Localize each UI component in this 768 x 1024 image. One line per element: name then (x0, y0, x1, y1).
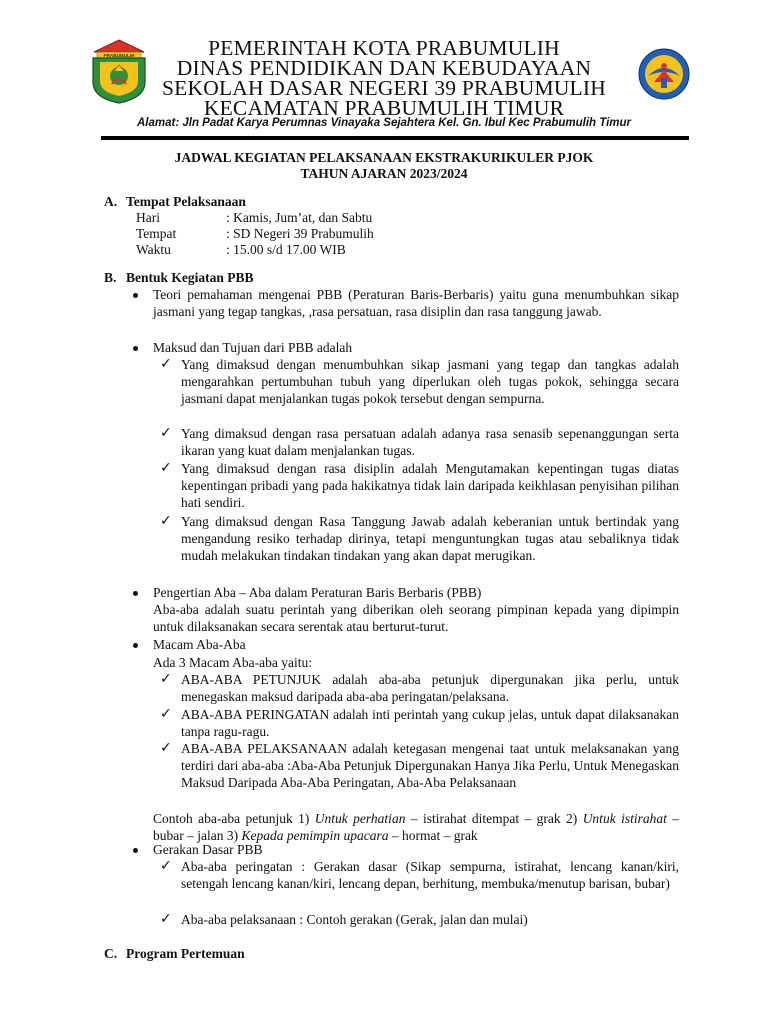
letterhead-line-1: PEMERINTAH KOTA PRABUMULIH (208, 36, 560, 60)
contoh-italic-2: Untuk istirahat (582, 811, 667, 826)
section-b-heading (104, 270, 254, 287)
section-c-letter: C. (104, 946, 118, 961)
title-line-1: JADWAL KEGIATAN PELAKSANAAN EKSTRAKURIKULER PJOK (174, 150, 594, 165)
bullet-dot (133, 346, 138, 351)
bullet-dot (133, 591, 138, 596)
info-value: : SD Negeri 39 Prabumulih (226, 226, 374, 241)
teori-paragraph: Teori pemahaman mengenai PBB (Peraturan Baris-Berbaris) yaitu guna menumbuhkan sikap jasmani yang tegap tangkas, ,rasa persatuan, rasa disiplin dan rasa tanggung jawab. (153, 287, 679, 319)
pengertian-text: Aba-aba adalah suatu perintah yang diberikan oleh seorang pimpinan kepada yang dipimpin untuk dilaksanakan secara serentak atau berturut-turut. (153, 602, 679, 634)
contoh-part-3: – bubar – jalan 3) (153, 811, 679, 843)
checkmark-icon: ✓ (160, 425, 172, 441)
contoh-part-4: – hormat – grak (388, 828, 478, 843)
section-a-letter: A. (104, 194, 118, 209)
title-line-2: TAHUN AJARAN 2023/2024 (300, 166, 468, 181)
contoh-part-2: – istirahat ditempat – grak 2) (405, 811, 583, 826)
gerakan-item-1: Aba-aba peringatan : Gerakan dasar (Sikap sempurna, istirahat, lencang kanan/kiri, setengah lencang kanan/kiri, lencang depan, berhitung, membuka/menutup barisan, bubar) (181, 859, 679, 891)
checkmark-icon: ✓ (160, 911, 172, 927)
letterhead (0, 38, 768, 118)
checkmark-icon: ✓ (160, 460, 172, 476)
letterhead-line-4: KECAMATAN PRABUMULIH TIMUR (203, 96, 565, 120)
maksud-item-4: Yang dimaksud dengan Rasa Tanggung Jawab adalah keberanian untuk bertindak yang mengandung resiko terhadap dirinya, tetapi menguntungkan tugas atau sebaliknya tidak mudah melakukan tindakan tindakan yang akan dapat merugikan. (181, 514, 679, 563)
info-row-hari (136, 210, 536, 226)
checkmark-icon: ✓ (160, 671, 172, 687)
bullet-dot (133, 643, 138, 648)
checkmark-icon: ✓ (160, 706, 172, 722)
info-row-tempat (136, 226, 536, 242)
letterhead-divider (101, 136, 689, 140)
info-value: : 15.00 s/d 17.00 WIB (226, 242, 346, 257)
maksud-item-1: Yang dimaksud dengan menumbuhkan sikap jasmani yang tegap dan tangkas adalah mengarahkan pertumbuhan tubuh yang diperlukan oleh tugas pokok, sehingga secara jasmani dapat menjalankan tugas pokok tersebut dengan sempurna. (181, 357, 679, 406)
contoh-paragraph (153, 810, 679, 844)
gerakan-heading: Gerakan Dasar PBB (153, 842, 263, 857)
letterhead-line-2: DINAS PENDIDIKAN DAN KEBUDAYAAN (176, 56, 592, 80)
maksud-item-3: Yang dimaksud dengan rasa disiplin adalah Mengutamakan kepentingan tugas diatas kepentingan pribadi yang pada hakikatnya tidak lain daripada keikhlasan penyisihan pilihan hati sendiri. (181, 461, 679, 510)
section-a-title: Tempat Pelaksanaan (126, 194, 246, 209)
pengertian-heading: Pengertian Aba – Aba dalam Peraturan Baris Berbaris (PBB) (153, 585, 482, 600)
macam-heading: Macam Aba-Aba (153, 637, 246, 652)
section-c-heading (104, 946, 245, 963)
macam-intro: Ada 3 Macam Aba-aba yaitu: (153, 655, 312, 670)
maksud-item-2: Yang dimaksud dengan rasa persatuan adalah adanya rasa senasib sepenanggungan serta ikaran yang kuat dalam menjalankan tugas. (181, 426, 679, 458)
section-c-title: Program Pertemuan (126, 946, 245, 961)
checkmark-icon: ✓ (160, 356, 172, 372)
letterhead-line-3: SEKOLAH DASAR NEGERI 39 PRABUMULIH (162, 76, 606, 100)
macam-item-2: ABA-ABA PERINGATAN adalah inti perintah yang cukup jelas, untuk dapat dilaksanakan tanpa ragu-ragu. (181, 707, 679, 739)
macam-item-1: ABA-ABA PETUNJUK adalah aba-aba petunjuk dipergunakan jika perlu, untuk menegaskan maksud daripada aba-aba peringatan/pelaksana. (181, 672, 679, 704)
contoh-italic-3: Kepada pemimpin upacara (241, 828, 389, 843)
bullet-dot (133, 848, 138, 853)
section-b-letter: B. (104, 270, 117, 285)
contoh-italic-1: Untuk perhatian (314, 811, 406, 826)
gerakan-item-2: Aba-aba pelaksanaan : Contoh gerakan (Gerak, jalan dan mulai) (181, 912, 528, 927)
bullet-dot (133, 293, 138, 298)
macam-item-3: ABA-ABA PELAKSANAAN adalah ketegasan mengenai taat untuk melaksanakan yang terdiri dari aba-aba :Aba-Aba Petunjuk Dipergunakan Hanya Jika Perlu, Untuk Menegaskan Maksud Daripada Aba-Aba Peringatan, Aba-Aba Pelaksanaan (181, 741, 679, 790)
document-title (0, 150, 768, 182)
letterhead-address: Alamat: Jln Padat Karya Perumnas Vinayaka Sejahtera Kel. Gn. Ibul Kec Prabumulih Timur (136, 117, 632, 129)
checkmark-icon: ✓ (160, 740, 172, 756)
checkmark-icon: ✓ (160, 513, 172, 529)
info-row-waktu (136, 242, 536, 258)
left-logo-text: PRABUMULIH (103, 53, 135, 58)
checkmark-icon: ✓ (160, 858, 172, 874)
contoh-part-1: Contoh aba-aba petunjuk 1) (153, 811, 315, 826)
info-key: Hari (136, 210, 160, 225)
info-value: : Kamis, Jum’at, dan Sabtu (226, 210, 373, 225)
maksud-heading: Maksud dan Tujuan dari PBB adalah (153, 340, 353, 355)
info-key: Waktu (136, 242, 171, 257)
section-b-title: Bentuk Kegiatan PBB (126, 270, 254, 285)
section-a-heading (104, 194, 246, 211)
info-key: Tempat (136, 226, 177, 241)
